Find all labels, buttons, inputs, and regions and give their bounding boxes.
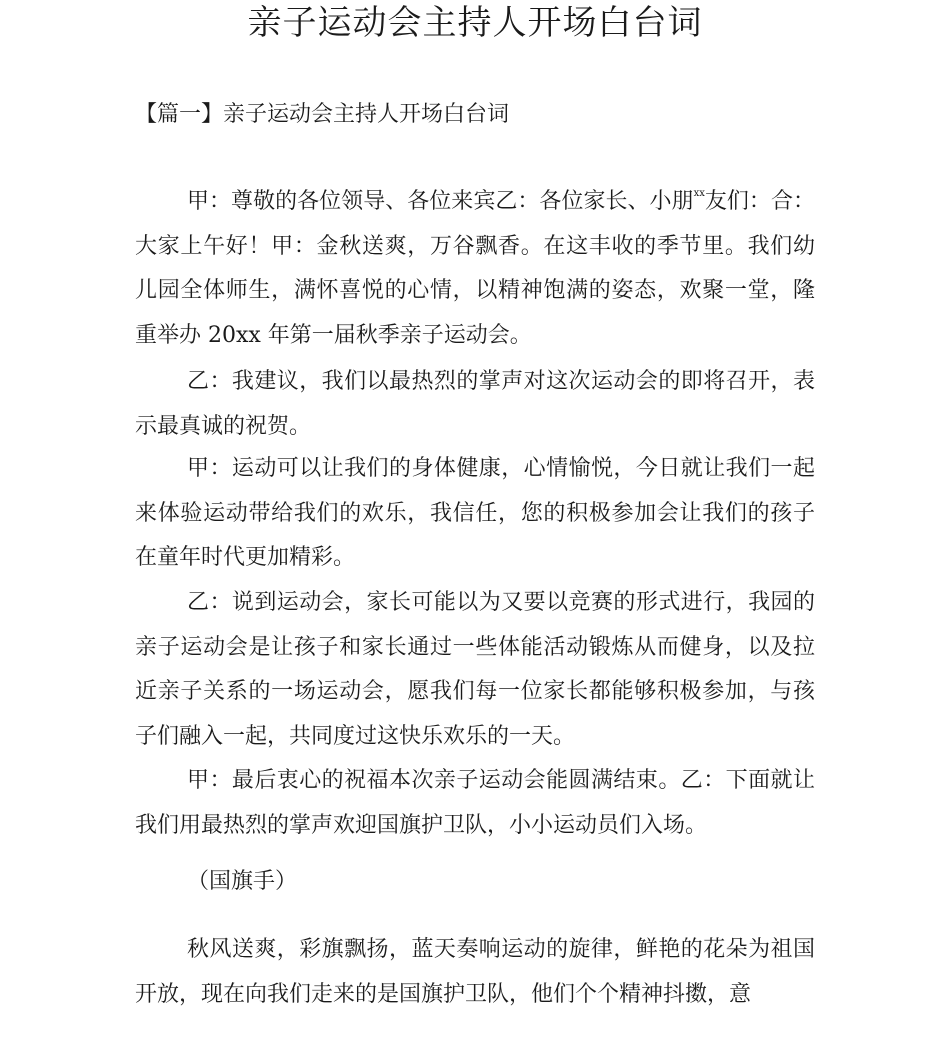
paragraph-opening-part1: 甲：尊敬的各位领导、各位来宾乙：各位家长、小朋 — [187, 189, 694, 214]
section-heading: 【篇一】亲子运动会主持人开场白台词 — [135, 102, 510, 127]
paragraph-proposal: 乙：我建议，我们以最热烈的掌声对这次运动会的即将召开，表示最真诚的祝贺。 — [135, 369, 815, 439]
paragraph-opening-part2: 友们：合：大家上午好！甲：金秋送爽，万谷飘香。在这丰收的季节里。我们幼儿园全体师生，满怀喜悦的心情，以精神饱满的姿态，欢聚一堂，隆重举办 20xx 年第一届秋季亲子运动会。 — [135, 189, 815, 348]
superscript-mark: xx — [693, 188, 705, 199]
paragraph-opening — [135, 180, 815, 358]
paragraph-closing: 甲：最后衷心的祝福本次亲子运动会能圆满结束。乙：下面就让我们用最热烈的掌声欢迎国旗护卫队，小小运动员们入场。 — [135, 768, 815, 838]
document-title: 亲子运动会主持人开场白台词 — [247, 3, 703, 43]
paragraph-purpose: 乙：说到运动会，家长可能以为又要以竞赛的形式进行，我园的亲子运动会是让孩子和家长通过一些体能活动锻炼从而健身，以及拉近亲子关系的一场运动会，愿我们每一位家长都能够积极参加，与孩子们融入一起，共同度过这快乐欢乐的一天。 — [135, 590, 815, 749]
paragraph-flag-guard: 秋风送爽，彩旗飘扬，蓝天奏响运动的旋律，鲜艳的花朵为祖国开放，现在向我们走来的是国旗护卫队，他们个个精神抖擞，意 — [135, 937, 815, 1007]
paragraph-flag-bearer: （国旗手） — [187, 869, 298, 894]
paragraph-health: 甲：运动可以让我们的身体健康，心情愉悦，今日就让我们一起来体验运动带给我们的欢乐，我信任，您的积极参加会让我们的孩子在童年时代更加精彩。 — [135, 456, 815, 570]
